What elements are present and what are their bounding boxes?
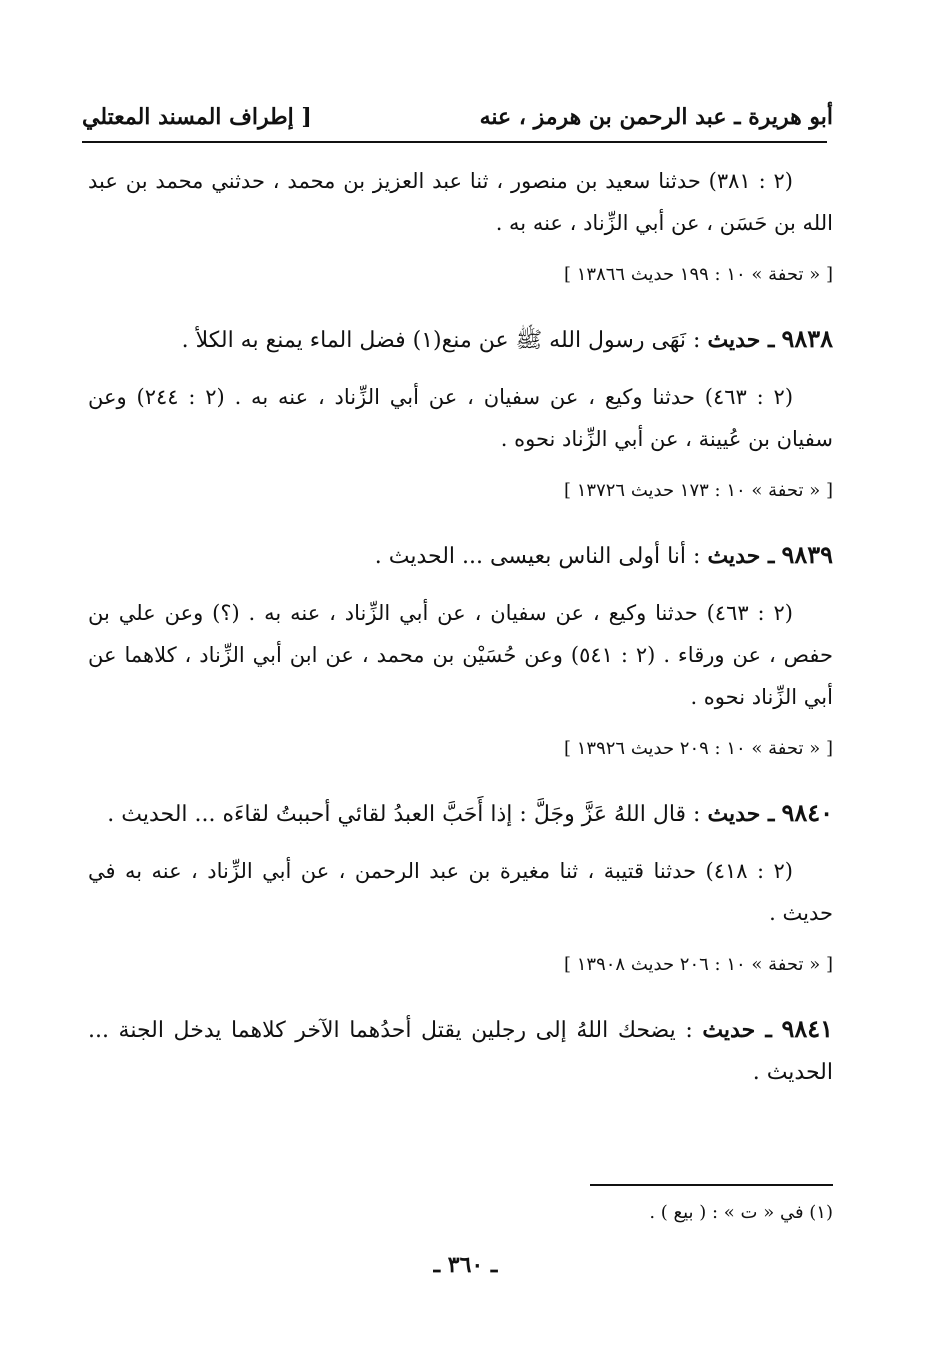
- book-title-header: [ إطراف المسند المعتلي: [82, 104, 312, 130]
- hadith-entry: [88, 1008, 833, 1094]
- tuhfa-reference: [ « تحفة » ١٠ : ١٧٣ حديث ١٣٧٢٦ ]: [564, 480, 833, 501]
- hadith-number: ٩٨٤٠: [781, 798, 833, 827]
- tuhfa-reference: [ « تحفة » ١٠ : ١٩٩ حديث ١٣٨٦٦ ]: [564, 264, 833, 285]
- narration-chain: (٢ : ٣٨١) حدثنا سعيد بن منصور ، ثنا عبد العزيز بن محمد ، حدثني محمد بن عبد الله بن حَسَن ، عن أبي الزِّناد ، عنه به .: [88, 169, 833, 235]
- narration-chain: (٢ : ٤٦٣) حدثنا وكيع ، عن سفيان ، عن أبي الزِّناد ، عنه به . (؟) وعن علي بن حفص ، عن ورقاء . (٢ : ٥٤١) وعن حُسَيْن بن محمد ، عن ابن أبي الزِّناد ، كلاهما عن أبي الزِّناد نحوه .: [88, 601, 834, 709]
- page-body: [88, 160, 833, 1108]
- header-divider: [82, 141, 827, 143]
- hadith-label: ـ حديث: [702, 1017, 772, 1043]
- page-number: ـ ٣٦٠ ـ: [433, 1252, 498, 1278]
- footnote: (١) في « ت » : ( بيع ) .: [649, 1202, 833, 1223]
- tuhfa-reference: [ « تحفة » ١٠ : ٢٠٩ حديث ١٣٩٢٦ ]: [564, 738, 833, 759]
- hadith-number: ٩٨٤١: [781, 1014, 834, 1043]
- hadith-text: : أنا أولى الناس بعيسى ... الحديث .: [374, 544, 701, 569]
- hadith-entry: [88, 534, 833, 578]
- footnote-divider: [590, 1184, 833, 1186]
- hadith-number: ٩٨٣٩: [781, 540, 833, 569]
- narration-chain: (٢ : ٤١٨) حدثنا قتيبة ، ثنا مغيرة بن عبد الرحمن ، عن أبي الزِّناد ، عنه به في حديث .: [88, 859, 833, 925]
- narration-chain: (٢ : ٤٦٣) حدثنا وكيع ، عن سفيان ، عن أبي الزِّناد ، عنه به . (٢ : ٢٤٤) وعن سفيان بن عُيينة ، عن أبي الزِّناد نحوه .: [88, 385, 833, 451]
- hadith-text: : نَهَى رسول الله ﷺ عن منع(١) فضل الماء يمنع به الكلأ .: [181, 328, 701, 353]
- tuhfa-reference: [ « تحفة » ١٠ : ٢٠٦ حديث ١٣٩٠٨ ]: [564, 954, 833, 975]
- hadith-label: ـ حديث: [707, 801, 775, 827]
- hadith-text: : قال اللهُ عَزَّ وجَلَّ : إذا أَحَبَّ العبدُ لقائي أحببتُ لقاءَه ... الحديث .: [107, 802, 701, 827]
- hadith-number: ٩٨٣٨: [781, 324, 833, 353]
- hadith-entry: [88, 318, 833, 362]
- hadith-entry: [88, 792, 833, 836]
- hadith-label: ـ حديث: [707, 543, 775, 569]
- hadith-label: ـ حديث: [707, 327, 775, 353]
- hadith-text: : يضحك اللهُ إلى رجلين يقتل أحدُهما الآخر كلاهما يدخل الجنة ... الحديث .: [88, 1018, 833, 1085]
- running-header-title: أبو هريرة ـ عبد الرحمن بن هرمز ، عنه: [479, 104, 833, 130]
